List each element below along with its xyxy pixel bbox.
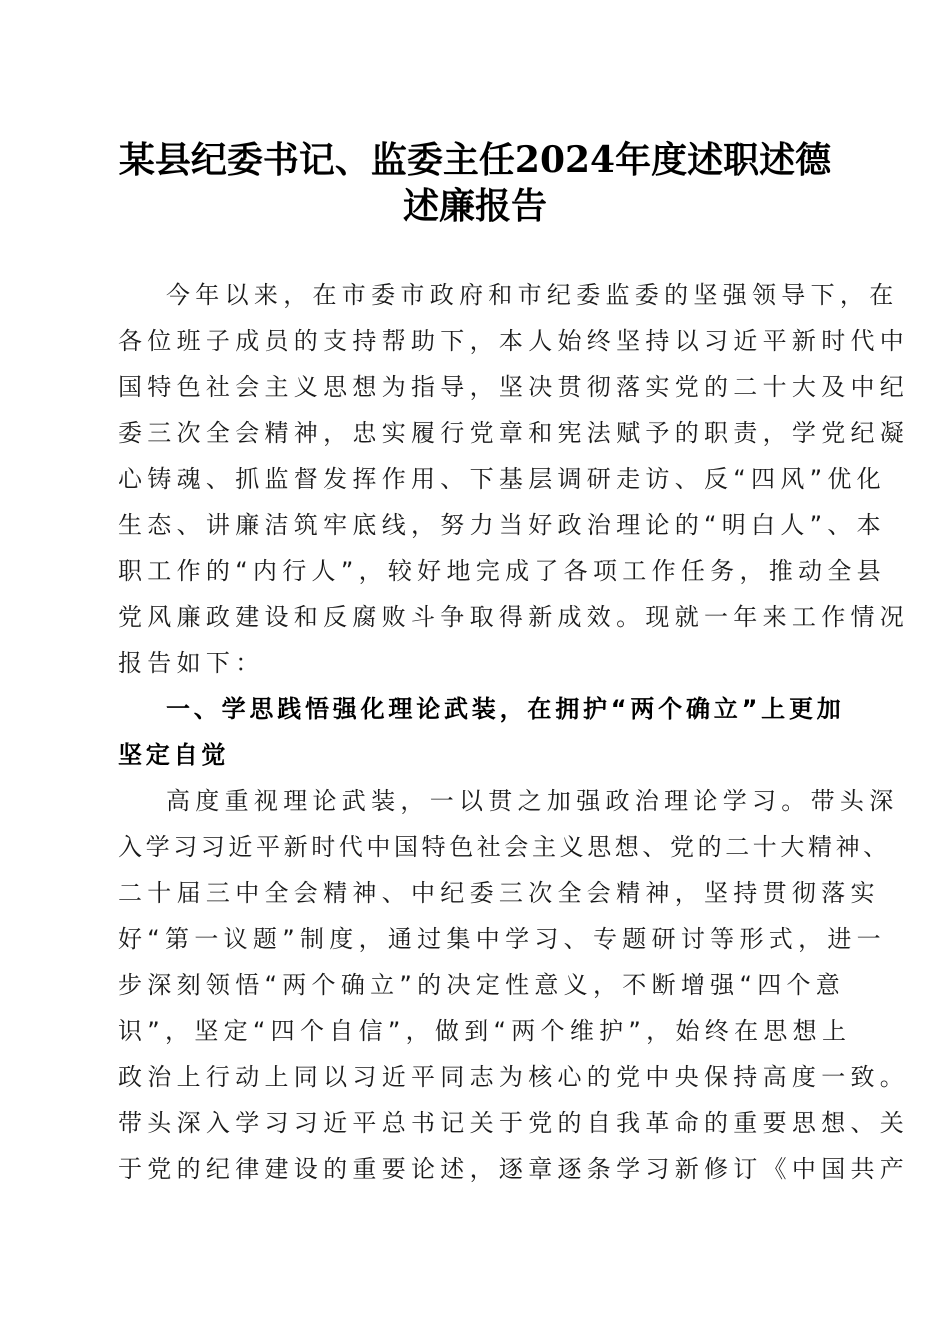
paragraph-1-line-8: 党风廉政建设和反腐败斗争取得新成效。现就一年来工作情况	[118, 603, 910, 631]
paragraph-2-line-5: 步深刻领悟“两个确立”的决定性意义，不断增强“四个意	[118, 971, 846, 999]
document-title-line-1: 某县纪委书记、监委主任2024年度述职述德	[118, 139, 832, 181]
paragraph-2-line-7: 政治上行动上同以习近平同志为核心的党中央保持高度一致。	[118, 1063, 910, 1091]
paragraph-1-line-9: 报告如下：	[118, 649, 265, 677]
section-1-heading-line-2: 坚定自觉	[118, 741, 230, 769]
paragraph-2-line-9: 于党的纪律建设的重要论述，逐章逐条学习新修订《中国共产	[118, 1155, 910, 1183]
paragraph-1-line-4: 委三次全会精神，忠实履行党章和宪法赋予的职责，学党纪凝	[118, 419, 910, 447]
paragraph-1-line-3: 国特色社会主义思想为指导，坚决贯彻落实党的二十大及中纪	[118, 373, 910, 401]
paragraph-2-line-2: 入学习习近平新时代中国特色社会主义思想、党的二十大精神、	[118, 833, 891, 861]
paragraph-2-line-4: 好“第一议题”制度，通过集中学习、专题研讨等形式，进一	[118, 925, 886, 953]
paragraph-1-line-7: 职工作的“内行人”，较好地完成了各项工作任务，推动全县	[118, 557, 886, 585]
document-title-line-2: 述廉报告	[402, 185, 547, 227]
paragraph-2-line-3: 二十届三中全会精神、中纪委三次全会精神，坚持贯彻落实	[118, 879, 880, 907]
section-1-heading-line-1: 一、学思践悟强化理论武装，在拥护“两个确立”上更加	[166, 695, 845, 723]
paragraph-1-line-5: 心铸魂、抓监督发挥作用、下基层调研走访、反“四风”优化	[118, 465, 886, 493]
paragraph-1-line-2: 各位班子成员的支持帮助下，本人始终坚持以习近平新时代中	[118, 327, 910, 355]
paragraph-2-line-6: 识”，坚定“四个自信”，做到“两个维护”，始终在思想上	[118, 1017, 852, 1045]
paragraph-1-line-1: 今年以来，在市委市政府和市纪委监委的坚强领导下，在	[166, 281, 899, 309]
paragraph-2-line-8: 带头深入学习习近平总书记关于党的自我革命的重要思想、关	[118, 1109, 910, 1137]
paragraph-2-line-1: 高度重视理论武装，一以贯之加强政治理论学习。带头深	[166, 787, 899, 815]
paragraph-1-line-6: 生态、讲廉洁筑牢底线，努力当好政治理论的“明白人”、本	[118, 511, 886, 539]
